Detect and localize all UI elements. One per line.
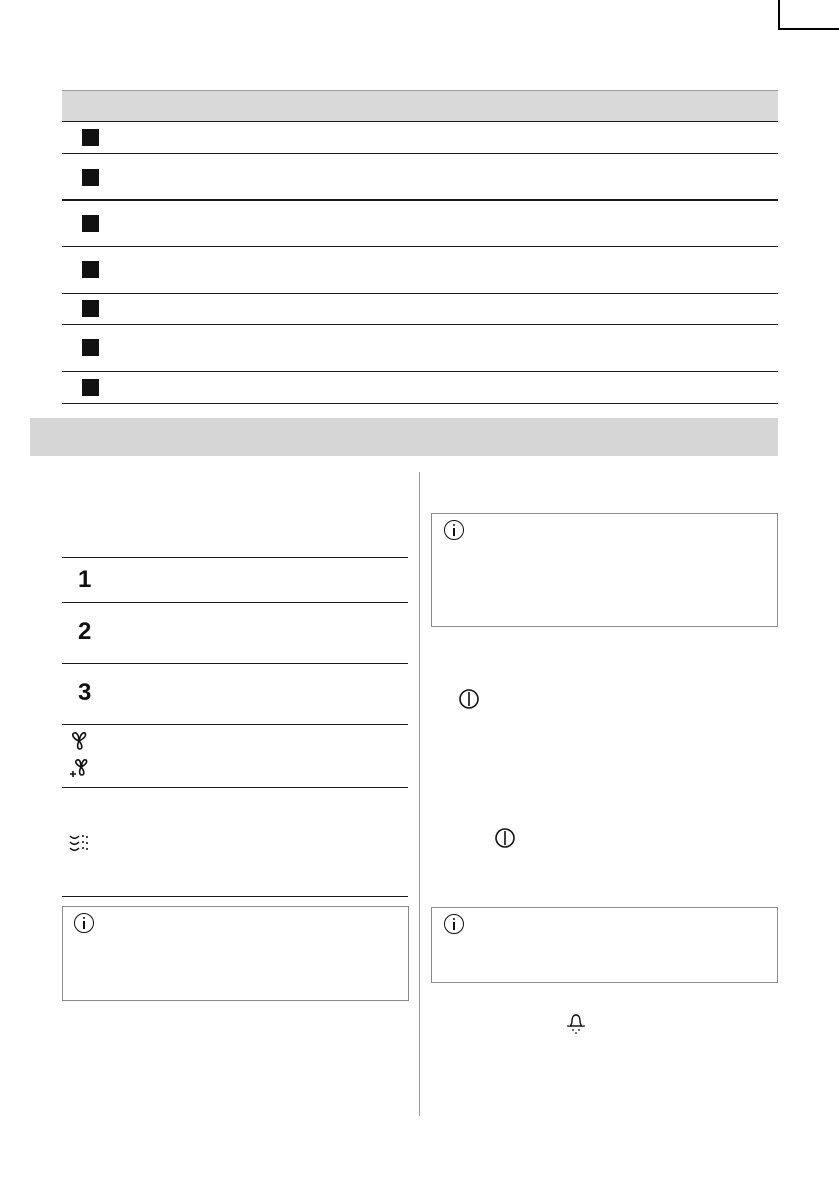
odour-filter-icon [68,833,92,858]
info-note-left [62,906,409,1001]
table-row [62,664,408,725]
table-row [62,372,778,404]
row-marker [82,379,99,396]
info-icon [444,520,464,540]
level-1-symbol: 1 [78,566,92,593]
table-row [62,788,408,897]
crop-mark-vertical [778,0,780,30]
row-marker [82,169,99,186]
row-marker [82,339,99,356]
table-row [62,247,778,294]
top-table-header [62,90,778,122]
info-note-right-2 [431,907,778,983]
level-3-symbol: 3 [78,679,92,706]
row-marker [82,261,99,278]
level-2-symbol: 2 [78,618,92,645]
section-heading-bar [30,418,778,456]
power-symbol-icon [494,827,516,849]
table-row [62,294,778,325]
table-row [62,725,408,788]
controls-table [62,557,408,897]
fan-icon [68,731,90,756]
top-table [62,90,778,404]
table-row [62,603,408,664]
power-symbol-icon [458,688,480,710]
table-row [62,154,778,201]
table-row [62,558,408,603]
crop-mark-horizontal [778,28,839,30]
row-marker [82,129,99,146]
info-icon [74,913,94,933]
table-row [62,325,778,372]
column-divider [419,472,420,1116]
row-marker [82,215,99,232]
table-row [62,201,778,247]
info-icon [444,914,464,934]
row-marker [82,300,99,317]
info-note-right-1 [431,513,778,627]
table-row [62,122,778,154]
fan-boost-icon [68,758,90,785]
light-icon [566,1013,586,1040]
